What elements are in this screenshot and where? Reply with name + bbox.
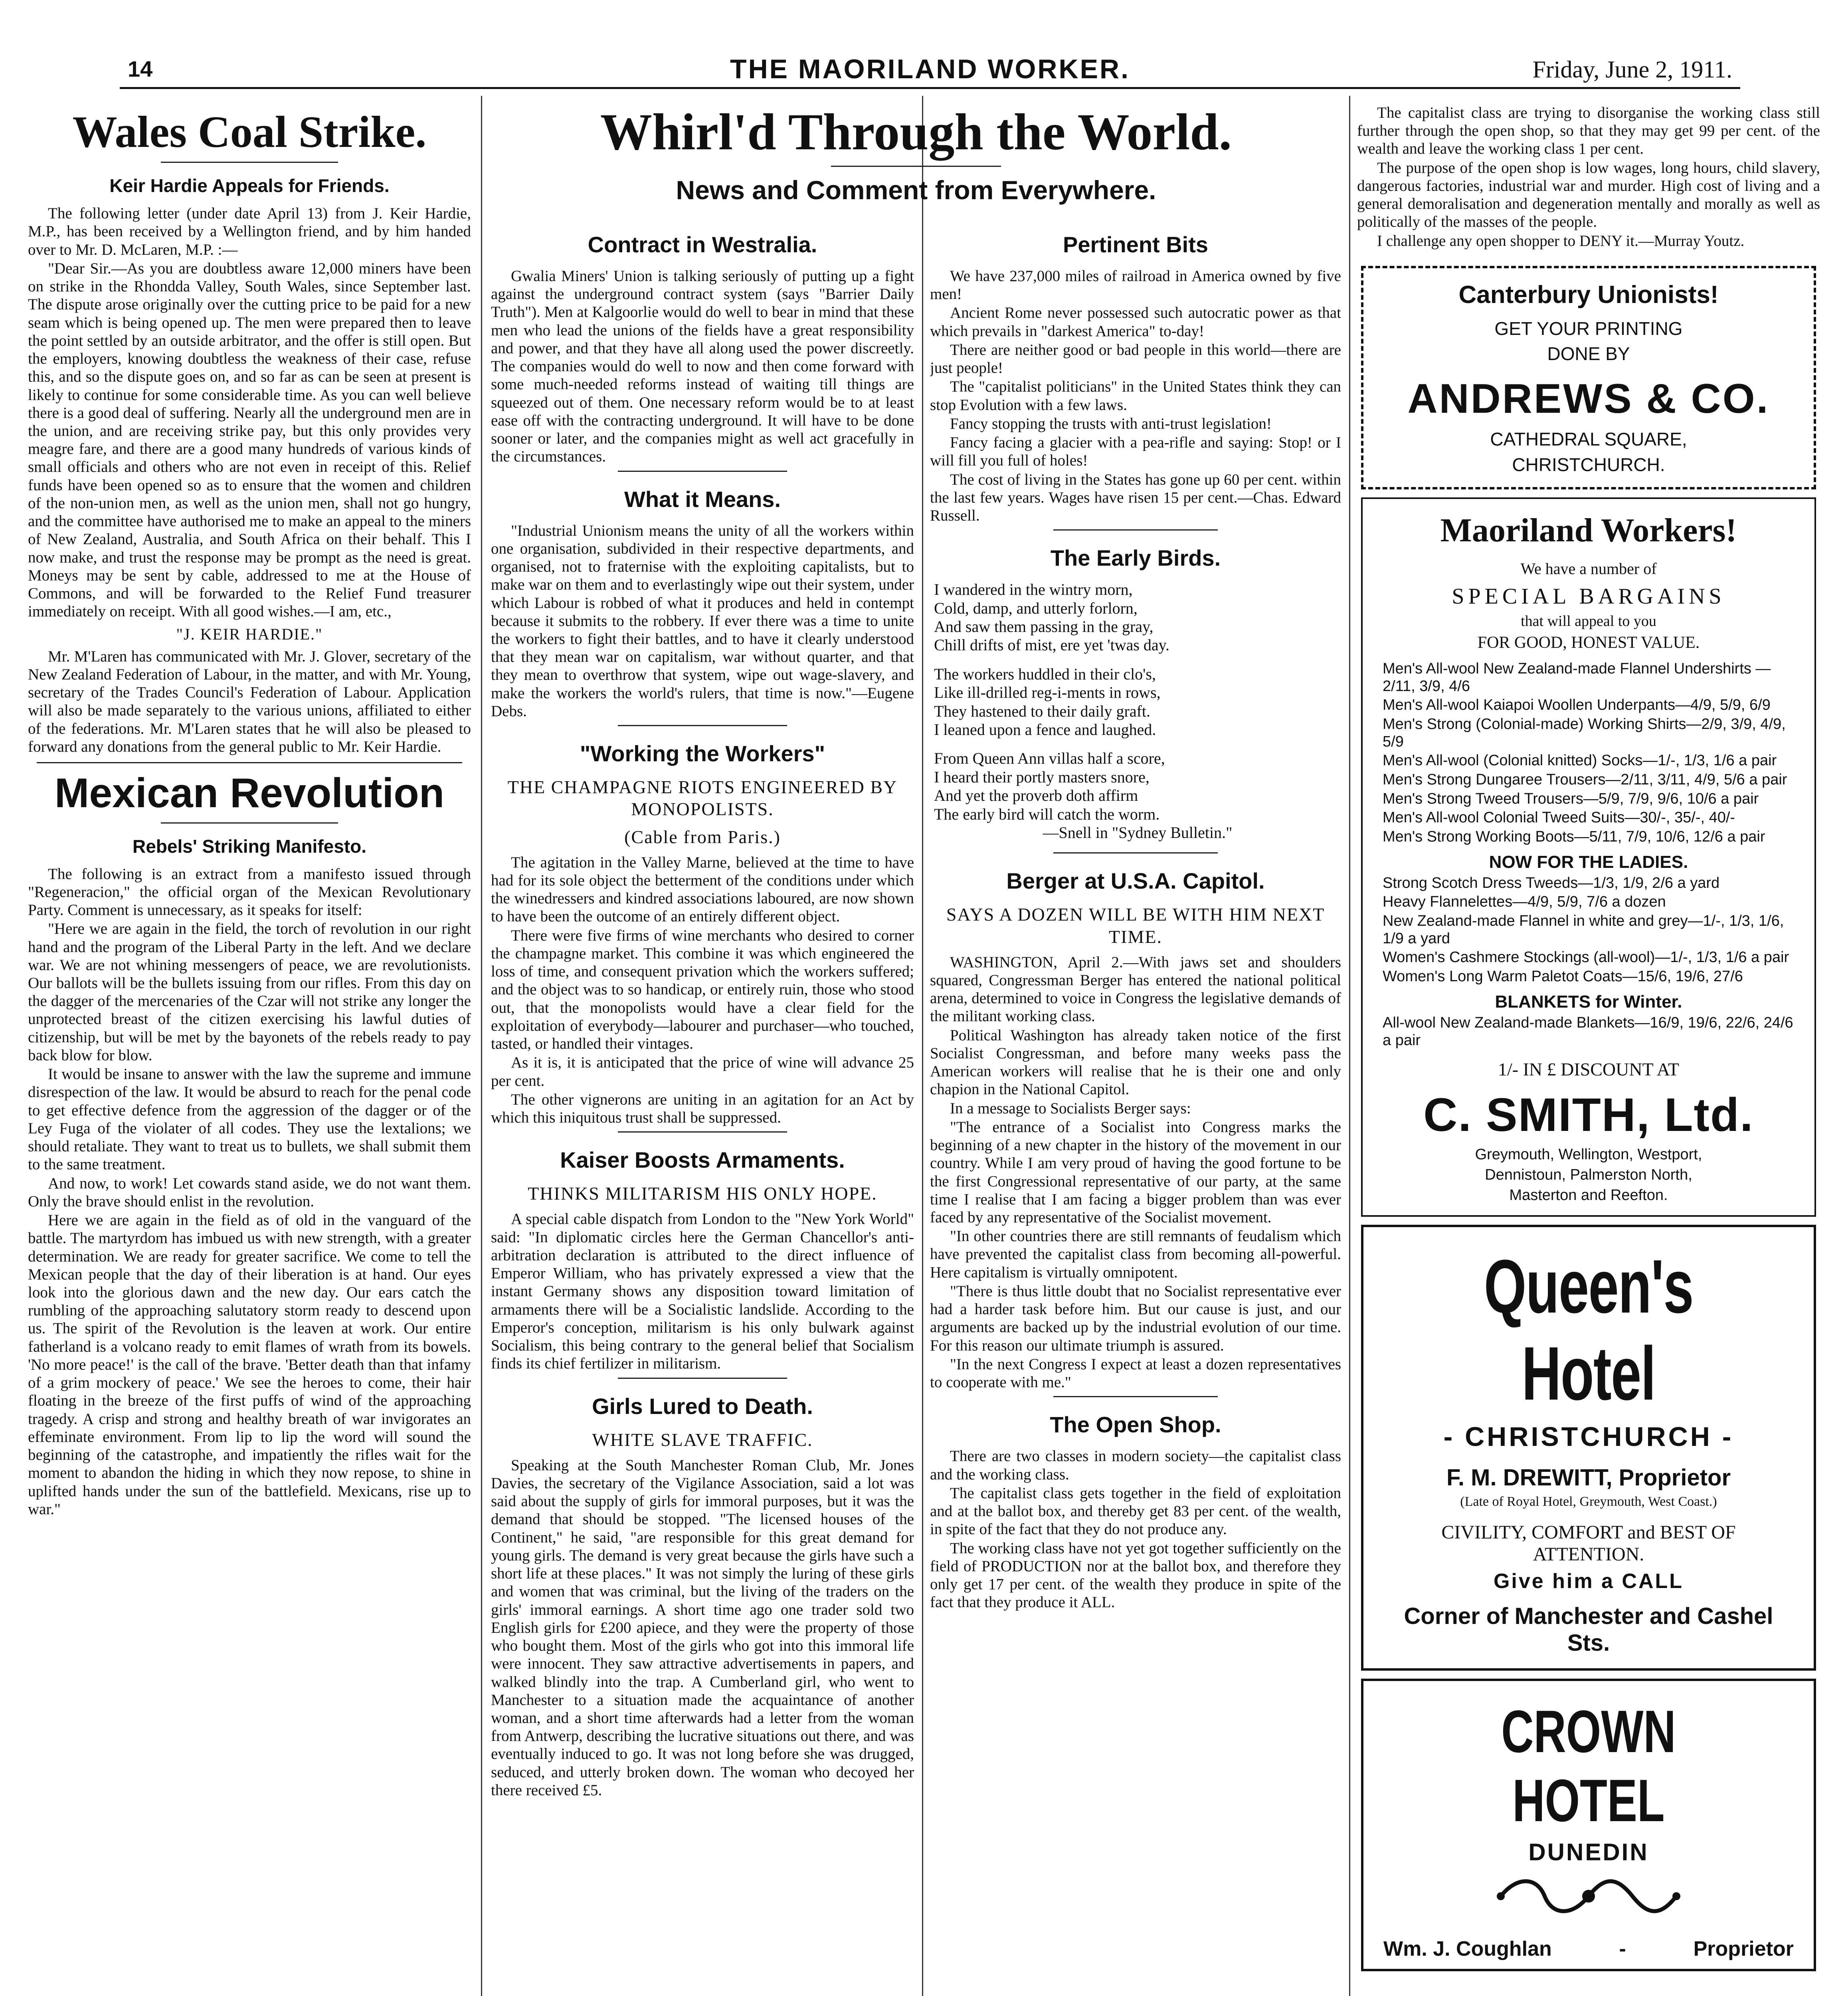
advert-queens-hotel [1361, 1225, 1816, 1671]
advert-proprietor-line [1367, 1937, 1810, 1961]
advert-title: Maoriland Workers! [1440, 511, 1737, 549]
header-rule [120, 87, 1740, 89]
section-title-pertinent: Pertinent Bits [1063, 232, 1209, 257]
article-paragraph: Fancy stopping the trusts with anti-trust legislation! [950, 415, 1272, 432]
page-header [120, 52, 1740, 84]
article-paragraph: "Dear Sir.—As you are doubtless aware 12,000 miners have been on strike in the Rhondda Valley, South Wales, since September last. The dispute arose originally over the cutting price to be paid for a new seam which is being opened up. The men were prepared then to leave the point settled by an outside arbitrator, and the offer is still open. But the employers, knowing doubtless the weakness of their case, refuse this, and so the dispute goes on, and so far as can be seen at present is likely to continue for some considerable time. As you can well believe there is a good deal of suffering. Nearly all the underground men are in the union, and are receiving strike pay, but this only provides very meagre fare, and there are a good many hundreds of various kinds of small officials and others who are not even in receipt of this. Relief funds have been opened so as to ensure that the women and children of the non-union men, as well as the union men, shall not go hungry, and the committee have authorised me to make an appeal to the miners of New Zealand, Australia, and South Africa on their behalf. This I now make, and trust the response may be prompt as the need is great. Moneys may be sent by cable, addressed to me at the House of Commons, and will be forwarded to the Relief Fund treasurer immediately on receipt. With all good wishes.—I am, etc., [28, 259, 471, 620]
section-rule [618, 1131, 787, 1133]
advert-subheading: NOW FOR THE LADIES. [1489, 852, 1688, 872]
section-title-means: What it Means. [624, 486, 781, 512]
article-paragraph: Political Washington has already taken notice of the first Socialist Congressman, and before many weeks pass the American workers will realise that he is their one and only chapion in the National Capitol. [930, 1026, 1341, 1098]
article-subtitle-wales: Keir Hardie Appeals for Friends. [109, 175, 390, 196]
article-paragraph: The capitalist class are trying to disorganise the working class still further through the open shop, so that they may get 99 per cent. of the wealth and leave the working class 1 per cent. [1357, 104, 1820, 158]
article-paragraph: The following is an extract from a manifesto issued through "Regeneracion," the official organ of the Mexican Revolutionary Party. Comment is unnecessary, as it speaks for itself: [28, 865, 471, 919]
section-title-early: The Early Birds. [1050, 545, 1221, 571]
advert-towns: Dennistoun, Palmerston North, [1485, 1166, 1692, 1184]
price-item: Men's All-wool Colonial Tweed Suits—30/-, 35/-, 40/- [1383, 809, 1735, 826]
title-rule [161, 822, 338, 824]
whirl-header [491, 100, 1341, 221]
poem-line: The workers huddled in their clo's, [934, 665, 1156, 683]
advert-name: ANDREWS & CO. [1407, 375, 1770, 422]
article-paragraph: As it is, it is anticipated that the price of wine will advance 25 per cent. [491, 1054, 914, 1089]
price-item: Heavy Flannelettes—4/9, 5/9, 7/6 a dozen [1383, 893, 1666, 911]
section-title-kaiser: Kaiser Boosts Armaments. [560, 1147, 845, 1173]
poem-line: They hastened to their daily graft. [934, 702, 1151, 720]
article-paragraph: It would be insane to answer with the law the supreme and immune disrespection of the law. It would be absurd to reach for the penal code to get effective defence from the aggression of the dagger or of the Ley Fuga of the violater of all codes. They use the lextalions; we should retaliate. They want to treat us to bullets, we shall submit them to the same treatment. [28, 1065, 471, 1173]
price-item: Men's Strong (Colonial-made) Working Shirts—2/9, 3/9, 4/9, 5/9 [1383, 715, 1786, 750]
article-paragraph: "There is thus little doubt that no Socialist representative ever had a harder task before him. But our cause is just, and our arguments are backed up by the industrial evolution of our time. For this reason our ultimate triumph is assured. [930, 1282, 1341, 1354]
article-paragraph: Speaking at the South Manchester Roman Club, Mr. Jones Davies, the secretary of the Vigilance Association, said a lot was said about the supply of girls for immoral purposes, but it was the demand that should be stopped. "The licensed houses of the Continent," he said, "are responsible for this great demand for young girls. The demand is very great because the girls have such a short life at these places." It was not simply the luring of these girls and women that was criminal, but the living of the traders on the girls' immoral earnings. A short time ago one trader sold two English girls for £200 apiece, and they were the property of those who bought them. Most of the girls who got into this immoral life were innocent. They saw attractive advertisements in papers, and walked blindly into the trap. A Cumberland girl, who went to Manchester to a situation made the acquaintance of another woman, and a short time afterwards had a letter from the woman from Antwerp, describing the lucrative situations out there, and was eventually induced to go. It was not long before she was drugged, seduced, and utterly broken down. The woman who decoyed her there received £5. [491, 1456, 914, 1799]
advert-tagline: FOR GOOD, HONEST VALUE. [1477, 633, 1700, 652]
poem-line: I heard their portly masters snore, [934, 768, 1150, 786]
column-3 [930, 232, 1341, 1996]
advert-proprietor-name: Wm. J. Coughlan [1383, 1937, 1552, 1961]
advert-crown-hotel [1361, 1679, 1816, 1971]
article-paragraph: "In the next Congress I expect at least a dozen representatives to cooperate with me." [930, 1355, 1341, 1391]
article-paragraph: There are two classes in modern society—the capitalist class and the working class. [930, 1447, 1341, 1483]
section-rule [618, 725, 787, 726]
price-item: Men's All-wool (Colonial knitted) Socks—1/-, 1/3, 1/6 a pair [1383, 752, 1777, 769]
poem-stanza [934, 580, 1341, 655]
article-paragraph: Fancy facing a glacier with a pea-rifle and saying: Stop! or I will fill you full of holes! [930, 434, 1341, 469]
column-4 [1357, 104, 1820, 1996]
advert-line: GET YOUR PRINTING [1494, 318, 1683, 339]
advert-discount: 1/- IN £ DISCOUNT AT [1498, 1059, 1680, 1080]
column-divider [1349, 96, 1350, 1996]
section-title-girls: Girls Lured to Death. [592, 1393, 813, 1419]
advert-andrews [1361, 266, 1816, 489]
poem-stanza [934, 749, 1341, 842]
article-paragraph: WASHINGTON, April 2.—With jaws set and shoulders squared, Congressman Berger has entered the national political arena, determined to voice in Congress the legislative demands of the militant working class. [930, 953, 1341, 1025]
advert-line: CIVILITY, COMFORT and BEST OF ATTENTION. [1441, 1522, 1736, 1565]
article-paragraph: I challenge any open shopper to DENY it.—Murray Youtz. [1377, 232, 1745, 250]
article-paragraph: In a message to Socialists Berger says: [950, 1099, 1191, 1117]
article-paragraph: "Industrial Unionism means the unity of all the workers within one organisation, subdivided in their respective departments, and organised, not to fraternise with the exploiting capitalists, but to make war on them and to everlastingly wipe out their system, under which Labour is robbed of what it produces and held in contempt because it submits to the robbery. If ever there was a time to unite the workers to fight their battles, and to have it clearly understood that they mean war on capitalism, war without quarter, and that they mean to overthrow that system, wipe out wage-slavery, and make the workers the world's rulers, that time is now."—Eugene Debs. [491, 522, 914, 720]
section-rule [1053, 852, 1218, 853]
advert-proprietor-label: Proprietor [1693, 1937, 1794, 1961]
poem-stanza [934, 665, 1341, 739]
price-item: Men's Strong Tweed Trousers—5/9, 7/9, 9/6, 10/6 a pair [1383, 790, 1759, 807]
price-item: Men's Strong Working Boots—5/11, 7/9, 10/6, 12/6 a pair [1383, 828, 1765, 845]
poem-line: I wandered in the wintry morn, [934, 580, 1133, 599]
article-paragraph: "The entrance of a Socialist into Congress marks the beginning of a new chapter in the history of the movement in our country. While I am very proud of having the good fortune to be the first Congressional representative of our party, at the same time I realise that I am facing a bigger problem than was ever faced by any representative of the Socialist movement. [930, 1118, 1341, 1226]
column-2 [491, 232, 914, 1996]
section-title-contract: Contract in Westralia. [588, 232, 817, 257]
advert-address: Corner of Manchester and Cashel Sts. [1404, 1603, 1773, 1656]
article-title-wales: Wales Coal Strike. [72, 107, 427, 157]
section-dateline: (Cable from Paris.) [624, 826, 781, 847]
section-rule [618, 471, 787, 472]
article-paragraph: The "capitalist politicians" in the United States think they can stop Evolution with a few laws. [930, 378, 1341, 414]
section-deck: THINKS MILITARISM HIS ONLY HOPE. [528, 1183, 877, 1204]
advert-dash: - [1619, 1937, 1626, 1961]
advert-line: (Late of Royal Hotel, Greymouth, West Coast.) [1460, 1494, 1717, 1509]
section-title-openshop: The Open Shop. [1050, 1412, 1221, 1438]
advert-subheading: BLANKETS for Winter. [1495, 992, 1682, 1012]
article-paragraph: The capitalist class gets together in the field of exploitation and at the ballot box, and thereby get 83 per cent. of the wealth, in spite of the fact that they do not produce any. [930, 1484, 1341, 1538]
article-paragraph: The agitation in the Valley Marne, believed at the time to have had for its sole object the betterment of the conditions under which the winedressers and kindred associations laboured, are now shown to have been the outcome of an entirely different object. [491, 853, 914, 925]
poem-line: The early bird will catch the worm. [934, 805, 1160, 823]
poem-line: From Queen Ann villas half a score, [934, 749, 1165, 768]
advert-name: CROWN HOTEL [1501, 1698, 1676, 1834]
price-item: Women's Cashmere Stockings (all-wool)—1/-, 1/3, 1/6 a pair [1383, 949, 1789, 966]
article-paragraph: Gwalia Miners' Union is talking seriously of putting up a fight against the underground contract system (says "Barrier Daily Truth"). Men at Kalgoorlie would do well to bear in mind that these men who lead the unions of the fields have a great responsibility and power, and that they have all along used the power discreetly. The companies would do well to now and then come forward with some much-needed reforms instead of waiting till things are squeezed out of them. One necessary reform would be to at least ease off with the contracting underground. It will have to be done sooner or later, and the companies might as well act gracefully in the circumstances. [491, 267, 914, 465]
article-subtitle-mexican: Rebels' Striking Manifesto. [132, 836, 367, 857]
article-paragraph: The following letter (under date April 13) from J. Keir Hardie, M.P., has been received by a Wellington friend, and by him handed over to Mr. D. McLaren, M.P. :— [28, 205, 471, 258]
price-item: Women's Long Warm Paletot Coats—15/6, 19/6, 27/6 [1383, 968, 1743, 985]
article-paragraph: The working class have not yet got together sufficiently on the field of PRODUCTION nor at the ballot box, and therefore they only get 17 per cent. of the wealth they produce in spite of the fact that they produce it ALL. [930, 1539, 1341, 1611]
scroll-ornament-icon [1367, 1872, 1810, 1929]
advert-proprietor: F. M. DREWITT, Proprietor [1446, 1465, 1731, 1491]
price-item: Men's All-wool Kaiapoi Woollen Underpants—4/9, 5/9, 6/9 [1383, 697, 1771, 714]
price-item: New Zealand-made Flannel in white and grey—1/-, 1/3, 1/6, 1/9 a yard [1383, 913, 1784, 947]
section-rule [618, 1378, 787, 1379]
advert-towns: Greymouth, Wellington, Westport, [1475, 1146, 1702, 1163]
article-paragraph: There were five firms of wine merchants who desired to corner the champagne market. This combine it was which engineered the loss of time, and consequent privation which the workers suffered; and the object was to so handicap, or entirely ruin, those who stood out, that the monopolists would have a clear field for the exploitation of everybody—labourer and purchaser—who touched, tasted, or handled their vintages. [491, 927, 914, 1053]
section-rule [1053, 529, 1218, 531]
section-rule [37, 762, 462, 763]
advert-address: CHRISTCHURCH. [1512, 454, 1665, 475]
advert-address: CATHEDRAL SQUARE, [1490, 429, 1687, 450]
article-paragraph: We have 237,000 miles of railroad in America owned by five men! [930, 267, 1341, 303]
title-rule [161, 162, 338, 163]
article-paragraph: "Here we are again in the field, the torch of revolution in our right hand and the program of the Liberal Party in the left. And we declare war. We are not whining messengers of peace, we are revolutionists. Our ballots will be the bullets issuing from our rifles. From this day on the dagger of the mercenaries of the Czar will not strike any longer the unprotected breast of the citizen exercising his lawful duties of citizenship, but will be met by the bayonets of the rebels ready to pay back blow for blow. [28, 920, 471, 1064]
page-number: 14 [128, 56, 153, 81]
article-subtitle-whirl: News and Comment from Everywhere. [676, 175, 1156, 205]
advert-towns: Masterton and Reefton. [1509, 1187, 1668, 1204]
column-1 [28, 104, 471, 1996]
article-paragraph: The purpose of the open shop is low wages, long hours, child slavery, dangerous factories, industrial war and murder. High cost of living and a general demoralisation and degeneration mentally and morally as well as politically of the masses of the people. [1357, 159, 1820, 231]
advert-smith [1361, 497, 1816, 1217]
section-deck: SAYS A DOZEN WILL BE WITH HIM NEXT TIME. [946, 904, 1325, 947]
article-paragraph: The other vignerons are uniting in an agitation for an Act by which this iniquitous trust shall be suppressed. [491, 1091, 914, 1126]
article-paragraph: Here we are again in the field as of old in the vanguard of the battle. The martyrdom has imbued us with new strength, with a greater determination. We are ready for greater sacrifice. We come to tell the Mexican people that the day of their liberation is at hand. Our eyes look into the glorious dawn and the new day. Our ears catch the rumbling of the approaching salutatory storm ready to descend upon us. The spirit of the Revolution is the leaven at work. Our entire fatherland is a volcano ready to emit flames of wrath from its bowels. 'No more peace!' is the call of the brave. 'Better death than that infamy of a grim mockery of peace.' We see the heroes to come, their hair floating in the breeze of the first puffs of wind of the approaching tragedy. A crisp and strong and healthy breath of war invigorates an effeminate environment. From lip to lip the word will sound the beginning of the catastrophe, and impatiently the rifles wait for the moment to abandon the hiding in which they now repose, to shine in uplifted hands under the sun of the battlefield. Mexicans, rise up to war." [28, 1212, 471, 1518]
advert-name: C. SMITH, Ltd. [1423, 1089, 1754, 1142]
title-rule [831, 166, 1001, 167]
price-item: All-wool New Zealand-made Blankets—16/9, 19/6, 22/6, 24/6 a pair [1383, 1014, 1793, 1049]
poem-line: Cold, damp, and utterly forlorn, [934, 599, 1138, 617]
poem-line: Like ill-drilled reg-i-ments in rows, [934, 683, 1161, 702]
scroll-ornament-svg [1493, 1872, 1684, 1920]
section-title-berger: Berger at U.S.A. Capitol. [1006, 868, 1265, 894]
issue-date: Friday, June 2, 1911. [1532, 56, 1732, 83]
section-title-working: "Working the Workers" [580, 741, 825, 766]
article-paragraph: Mr. M'Laren has communicated with Mr. J. Glover, secretary of the New Zealand Federation of Labour, in the matter, and with Mr. Young, secretary of the Trades Council's Federation of Labour. Application will also be made separately to the various unions, affiliated to either of the federations. Mr. M'Laren states that he will also be pleased to forward any donations from the general public to Mr. Keir Hardie. [28, 648, 471, 755]
article-paragraph: The cost of living in the States has gone up 60 per cent. within the last few years. Wages have risen 15 per cent.—Chas. Edward Russell. [930, 471, 1341, 525]
poem-line: And saw them passing in the gray, [934, 618, 1154, 636]
poem-line: I leaned upon a fence and laughed. [934, 721, 1156, 739]
section-rule [1053, 1396, 1218, 1397]
column-divider [922, 96, 923, 1996]
poem-line: Chill drifts of mist, ere yet 'twas day. [934, 636, 1170, 654]
advert-line: DONE BY [1547, 343, 1630, 364]
advert-special: SPECIAL BARGAINS [1452, 584, 1725, 609]
article-signature: "J. KEIR HARDIE." [176, 625, 323, 643]
advert-name: Queen's Hotel [1484, 1244, 1694, 1416]
advert-line: Give him a CALL [1493, 1570, 1684, 1593]
column-divider [481, 96, 482, 1996]
advert-line: We have a number of [1520, 559, 1657, 578]
advert-city: DUNEDIN [1528, 1839, 1649, 1866]
advert-city: - CHRISTCHURCH - [1443, 1422, 1734, 1452]
article-paragraph: Ancient Rome never possessed such autocratic power as that which prevails in "darkest America" to-day! [930, 304, 1341, 340]
article-paragraph: And now, to work! Let cowards stand aside, we do not want them. Only the brave should enlist in the revolution. [28, 1174, 471, 1210]
article-paragraph: "In other countries there are still remnants of feudalism which have prevented the capitalist class from becoming all-powerful. Here capitalism is virtually omnipotent. [930, 1228, 1341, 1281]
poem-credit: —Snell in "Sydney Bulletin." [1043, 823, 1233, 842]
advert-line: that will appeal to you [1521, 612, 1656, 630]
article-paragraph: There are neither good or bad people in this world—there are just people! [930, 341, 1341, 377]
section-deck: THE CHAMPAGNE RIOTS ENGINEERED BY MONOPOLISTS. [507, 777, 898, 820]
poem-line: And yet the proverb doth affirm [934, 786, 1138, 805]
price-item: Men's All-wool New Zealand-made Flannel Undershirts — 2/11, 3/9, 4/6 [1383, 660, 1771, 695]
article-title-whirl: Whirl'd Through the World. [600, 103, 1232, 161]
newspaper-title: THE MAORILAND WORKER. [730, 54, 1130, 84]
section-deck: WHITE SLAVE TRAFFIC. [592, 1429, 813, 1450]
advert-title: Canterbury Unionists! [1458, 281, 1719, 309]
article-title-mexican: Mexican Revolution [54, 770, 445, 816]
price-item: Men's Strong Dungaree Trousers—2/11, 3/11, 4/9, 5/6 a pair [1383, 771, 1787, 788]
price-item: Strong Scotch Dress Tweeds—1/3, 1/9, 2/6 a yard [1383, 874, 1720, 891]
article-paragraph: A special cable dispatch from London to the "New York World" said: "In diplomatic circles here the German Chancellor's anti-arbitration declaration is attributed to the direct influence of Emperor William, who has privately expressed a view that the instant Germany shows any disposition toward limitation of armaments there will be a Socialistic landslide. According to the Emperor's conception, militarism is his only bulwark against Socialism, this being contrary to the general belief that Socialism finds its chief fertilizer in militarism. [491, 1210, 914, 1372]
